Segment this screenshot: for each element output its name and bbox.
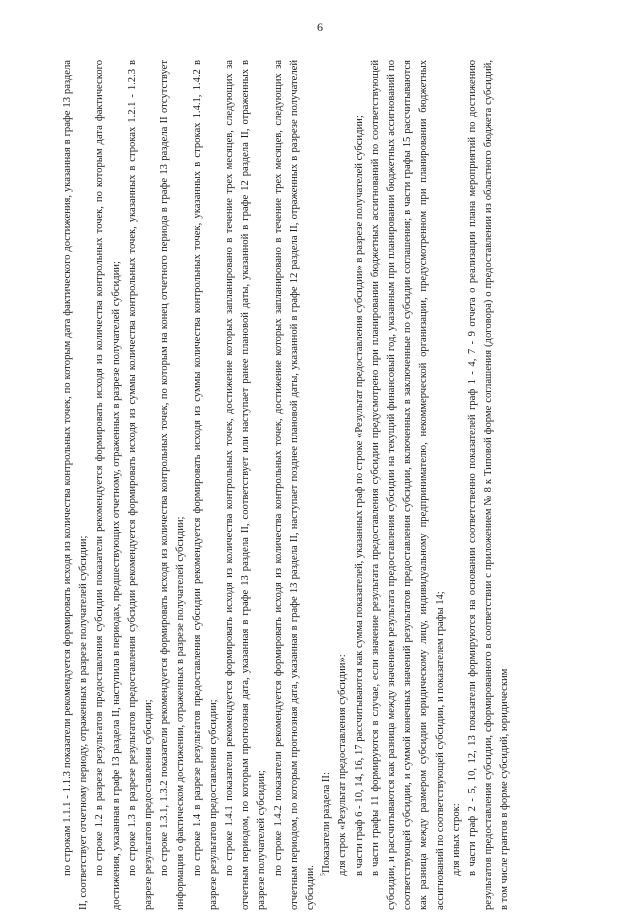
paragraph: по строке 1.4.1 показатели рекомендуется формировать исходя из количества контрольных точек, достижение которых запланировано в течение трех месяцев, следующих за отчетным периодом, по которым прогнозная дата, указанная в графе 13 раздела II, соответствует или наступает ранее плановой даты, указанной в графе 12 раздела II, отраженных в разрезе получателей субсидии;	[224, 60, 268, 910]
paragraph: по строке 1.2 в разрезе результатов предоставления субсидии показатели рекомендуется формировать исходя из количества контрольных точек, по которым дата фактического достижения, указанная в графе 13 раздела II, наступила в периодах, предшествующих отчетному, отраженных в разрезе получателей субсидии;	[94, 60, 122, 910]
paragraph: по строке 1.4.2 показатели рекомендуется формировать исходя из количества контрольных точек, достижение которых запланировано в течение трех месяцев, следующих за отчетным периодом, по которым прогнозная дата, указанная в графе 13 раздела II, наступает позднее плановой даты, указанной в графе 12 раздела II, отраженных в разрезе получателей субсидии.	[272, 60, 317, 910]
paragraph: по строкам 1.1.1 - 1.1.3 показатели рекомендуется формировать исходя из количества контрольных точек, по которым дата фактического достижения, указанная в графе 13 раздела II, соответствует отчетному периоду, отраженных в разрезе получателей субсидии;	[62, 60, 90, 910]
rotated-document-body	[60, 60, 580, 910]
section-heading	[319, 60, 335, 910]
paragraph: по строке 1.3.1, 1.3.2 показатели рекомендуется формировать исходя из количества контрольных точек, по которым на конец отчетного периода в графе 13 раздела II отсутствует информация о фактическом достижении, отраженных в разрезе получателей субсидии;	[159, 60, 187, 910]
section-heading-text: Показатели раздела II:	[321, 772, 333, 873]
paragraph: в части граф 2 - 5, 10, 12, 13 показатели формируются на основании соответственно показателей граф 1 - 4, 7 - 9 отчета о реализации плана мероприятий по достижению результатов предоставления субсидии, сформированного в соответствии с приложением № 8 к Типовой форме соглашения (договора) о предоставлении из областного бюджета субсидий, в том числе грантов в форме субсидий, юридическим	[467, 60, 511, 910]
paragraph: в части граф 6 - 10, 14, 16, 17 рассчитываются как сумма показателей, указанных граф по строке «Результат предоставления субсидии» в разрезе получателей субсидии;	[353, 115, 365, 876]
paragraph: по строке 1.3 в разрезе результатов предоставления субсидии рекомендуется формировать исходя из суммы количества контрольных точек, указанных в строках 1.2.1 - 1.2.3 в разрезе результатов предоставления субсидии;	[126, 60, 155, 910]
paragraph: для строк «Результат предоставления субсидии»:	[337, 654, 349, 876]
paragraph: для иных строк:	[450, 803, 462, 876]
paragraph: по строке 1.4 в разрезе результатов предоставления субсидии рекомендуется формировать исходя из суммы количества контрольных точек, указанных в строках 1.4.1, 1.4.2 в разрезе результатов предоставления субсидии;	[191, 60, 219, 910]
footnote-marker: 5	[320, 873, 327, 876]
page-number: 6	[317, 20, 323, 34]
paragraph: в части графы 11 формируются в случае, если значение результата предоставления субсидии предусмотрено при планировании бюджетных ассигнований по соответствующей субсидии, и рассчитываются как разница между значением результата предоставления субсидии на текущий финансовый год, указанным при планировании бюджетных ассигнований по соответствующей субсидии, и суммой конечных значений результатов предоставления субсидии, включенных в заключенные по субсидии соглашения; в части графы 15 рассчитываются как разница между размером субсидии юридическому лицу, индивидуальному предпринимателю, некоммерческой организации, предусмотренном при планировании бюджетных ассигнований по соответствующей субсидии, и показателем графы 14;	[369, 60, 446, 910]
